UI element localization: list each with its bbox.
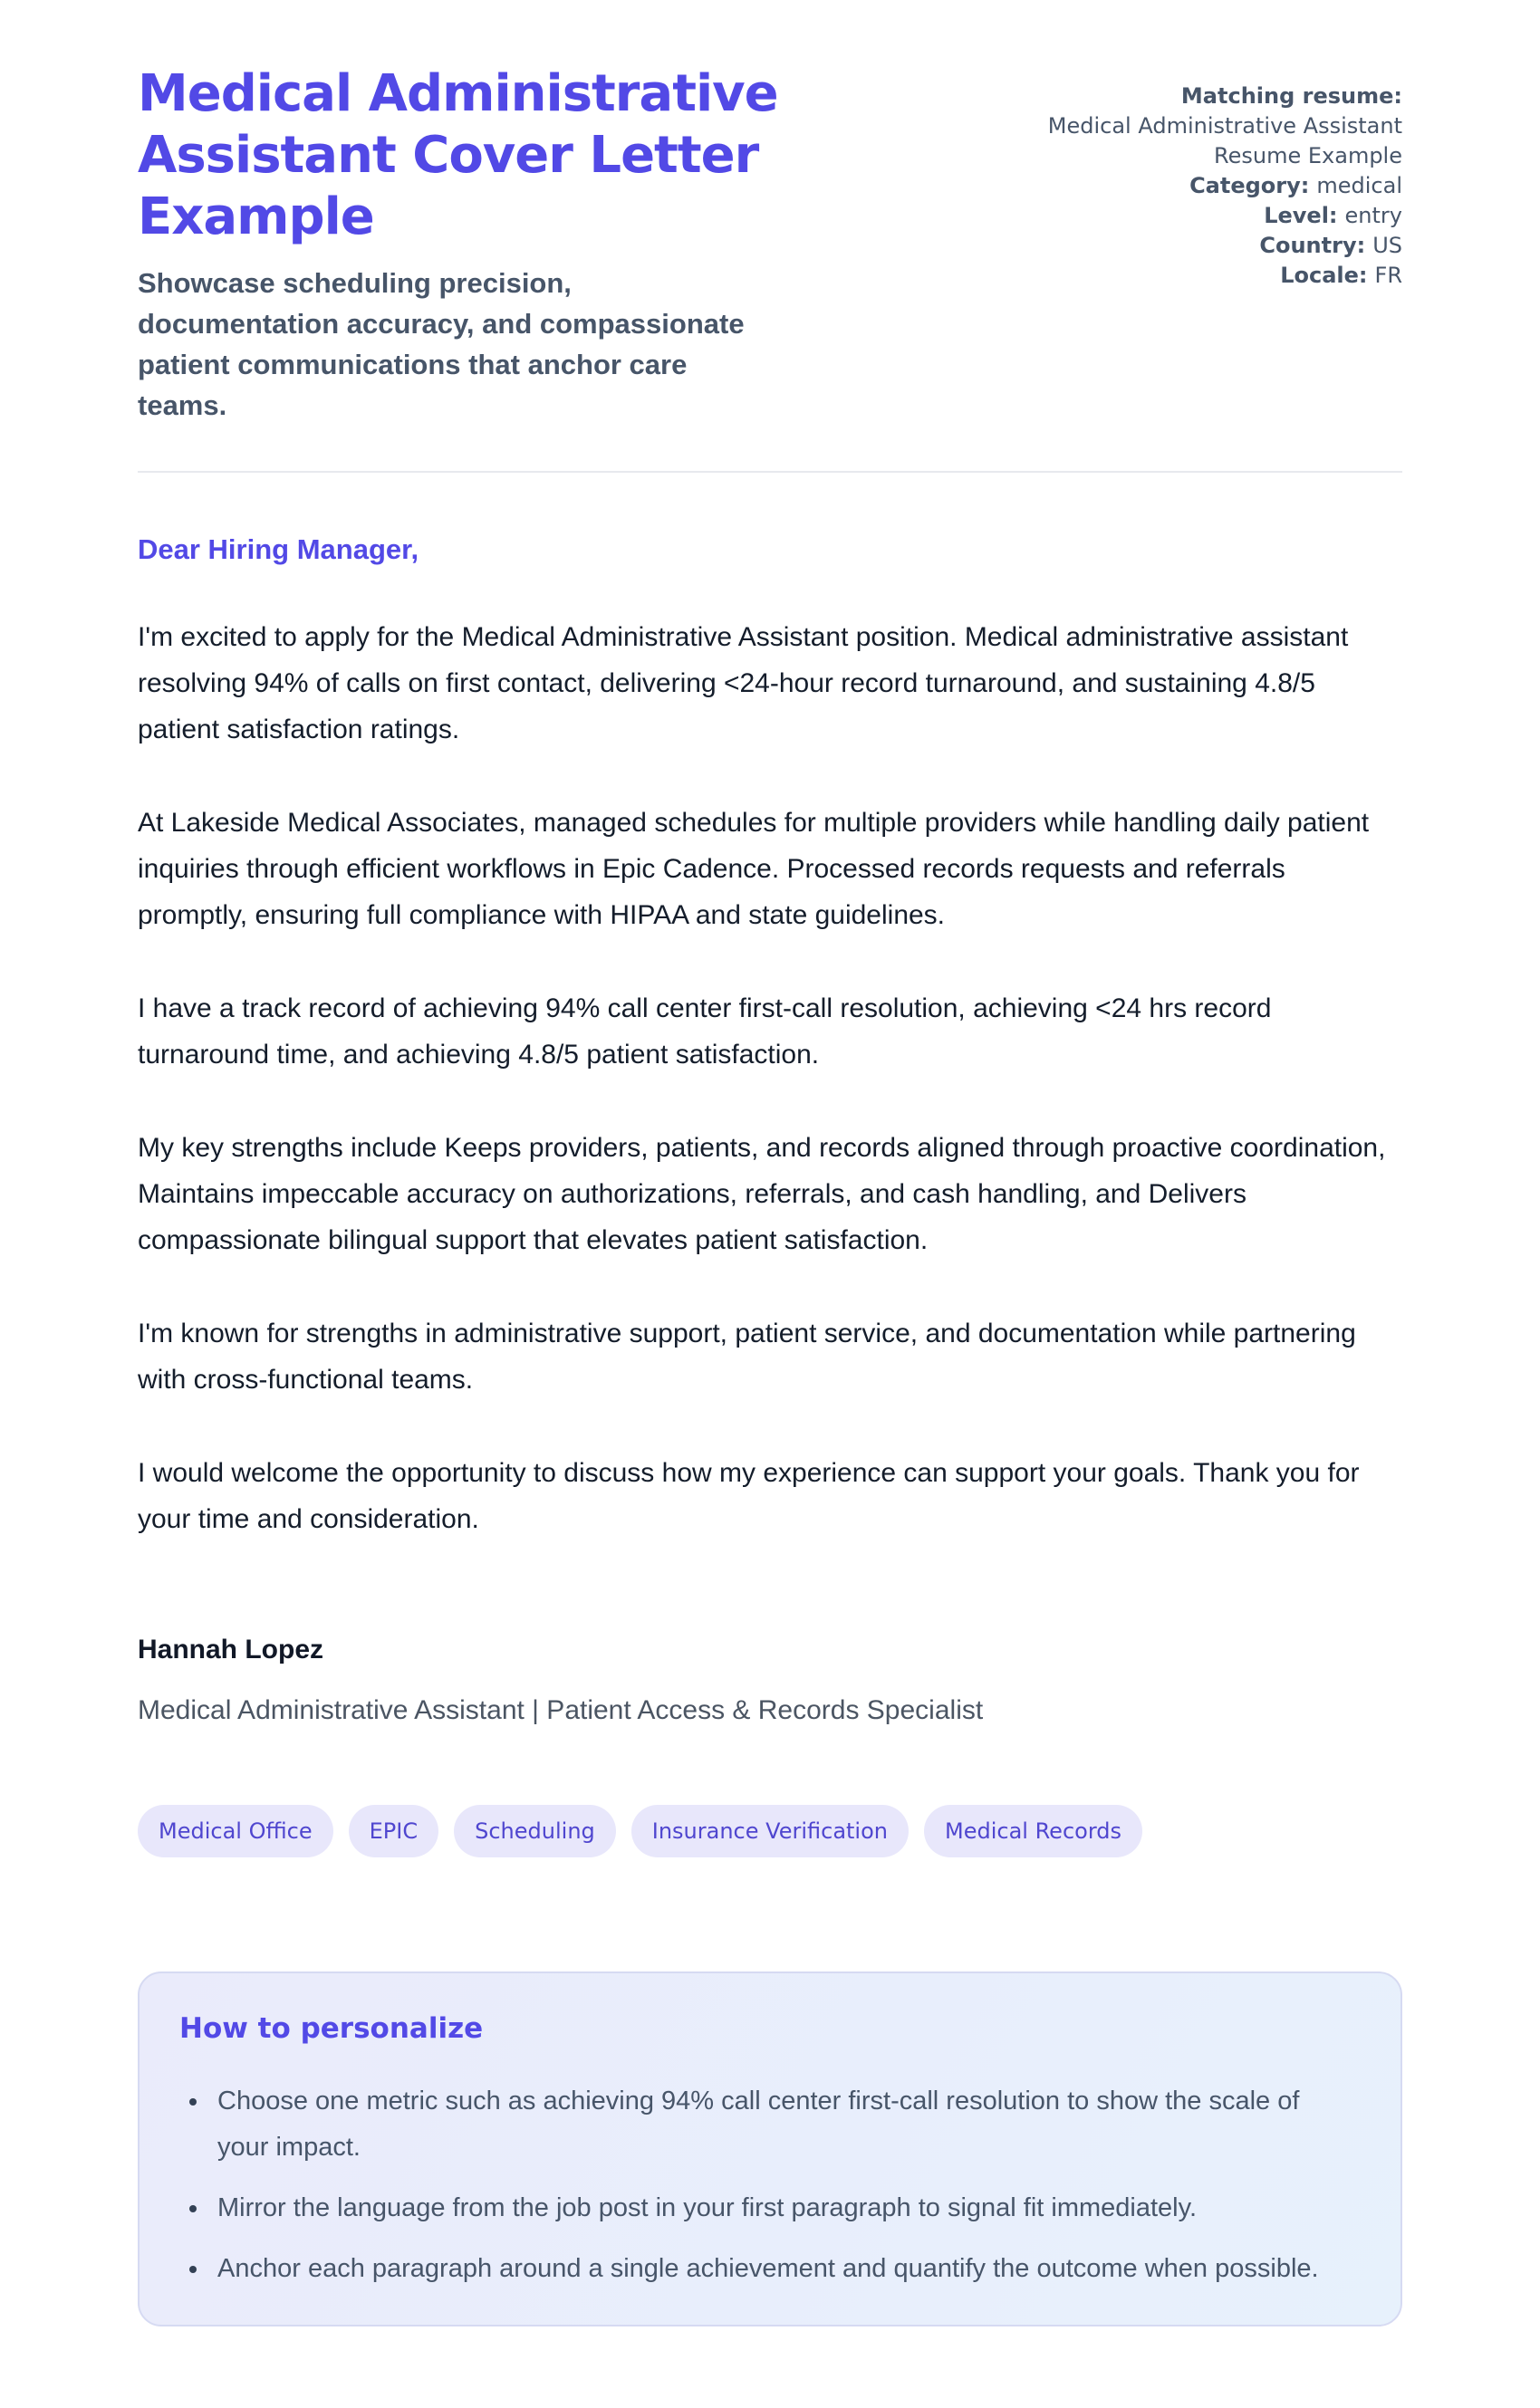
tips-list [179, 2078, 1359, 2292]
letter-paragraph-1: I'm excited to apply for the Medical Administrative Assistant position. Medical administrative assistant resolving 94% of calls on first contact, delivering <24-hour record turnaround, and sustaining 4.8/5 patient satisfaction ratings. [138, 622, 1349, 744]
page-title [138, 63, 881, 248]
meta-country-value: US [1372, 233, 1402, 258]
cover-letter-page [138, 0, 1402, 2408]
meta-category-label: Category: [1189, 173, 1310, 198]
letter-paragraph-3: I have a track record of achieving 94% call center first-call resolution, achieving <24 hrs record turnaround time, and achieving 4.8/5 patient satisfaction. [138, 993, 1272, 1070]
page-header [138, 63, 1402, 426]
page-title-line-2: Assistant Cover Letter Example [138, 126, 759, 246]
tip-item-3: • Anchor each paragraph around a single achievement and quantify the outcome when possible. [210, 2246, 1341, 2292]
matching-resume-value: Medical Administrative Assistant Resume Example [1047, 113, 1402, 168]
page-title-line-1: Medical Administrative [138, 64, 778, 123]
tag-list [138, 1805, 1402, 1857]
tip-item-1: • Choose one metric such as achieving 94% call center first-call resolution to show the scale of your impact. [210, 2078, 1341, 2171]
meta-category [1040, 171, 1402, 201]
tips-title: How to personalize [179, 2012, 484, 2045]
tag-medical-office: Medical Office [138, 1805, 333, 1857]
header-divider [138, 471, 1402, 473]
page-subtitle: Showcase scheduling precision, documentation accuracy, and compassionate patient communications that anchor care teams. [138, 267, 745, 421]
letter-paragraph-4: My key strengths include Keeps providers, patients, and records aligned through proactive coordination, Maintains impeccable accuracy on authorizations, referrals, and cash handling, and Delivers compassionate bilingual support that elevates patient satisfaction. [138, 1133, 1386, 1255]
meta-level [1040, 201, 1402, 231]
tip-item-2: • Mirror the language from the job post in your first paragraph to signal fit immediately. [210, 2185, 1341, 2231]
tag-medical-records: Medical Records [924, 1805, 1142, 1857]
matching-resume-label: Matching resume: [1180, 83, 1402, 109]
tag-insurance-verification: Insurance Verification [631, 1805, 909, 1857]
meta-locale [1040, 261, 1402, 291]
meta-locale-label: Locale: [1280, 263, 1368, 288]
meta-level-value: entry [1344, 203, 1402, 228]
letter-paragraph-2: At Lakeside Medical Associates, managed schedules for multiple providers while handling daily patient inquiries through efficient workflows in Epic Cadence. Processed records requests and referrals promptly, ensuring full compliance with HIPAA and state guidelines. [138, 808, 1370, 930]
header-title-block [138, 63, 881, 426]
meta-country [1040, 231, 1402, 261]
letter-paragraph-6: I would welcome the opportunity to discuss how my experience can support your goals. Thank you for your time and consideration. [138, 1458, 1360, 1534]
meta-panel [1040, 82, 1402, 291]
tag-epic: EPIC [349, 1805, 438, 1857]
signature-role: Medical Administrative Assistant | Patient Access & Records Specialist [138, 1695, 984, 1725]
signature-name: Hannah Lopez [138, 1635, 324, 1664]
meta-country-label: Country: [1259, 233, 1366, 258]
cover-letter-body [138, 532, 1402, 1729]
salutation: Dear Hiring Manager, [138, 533, 419, 565]
tag-scheduling: Scheduling [454, 1805, 616, 1857]
meta-locale-value: FR [1374, 263, 1402, 288]
letter-paragraph-5: I'm known for strengths in administrative support, patient service, and documentation while partnering with cross-functional teams. [138, 1319, 1356, 1395]
meta-level-label: Level: [1264, 203, 1338, 228]
how-to-personalize-card [138, 1971, 1402, 2326]
meta-category-value: medical [1316, 173, 1402, 198]
